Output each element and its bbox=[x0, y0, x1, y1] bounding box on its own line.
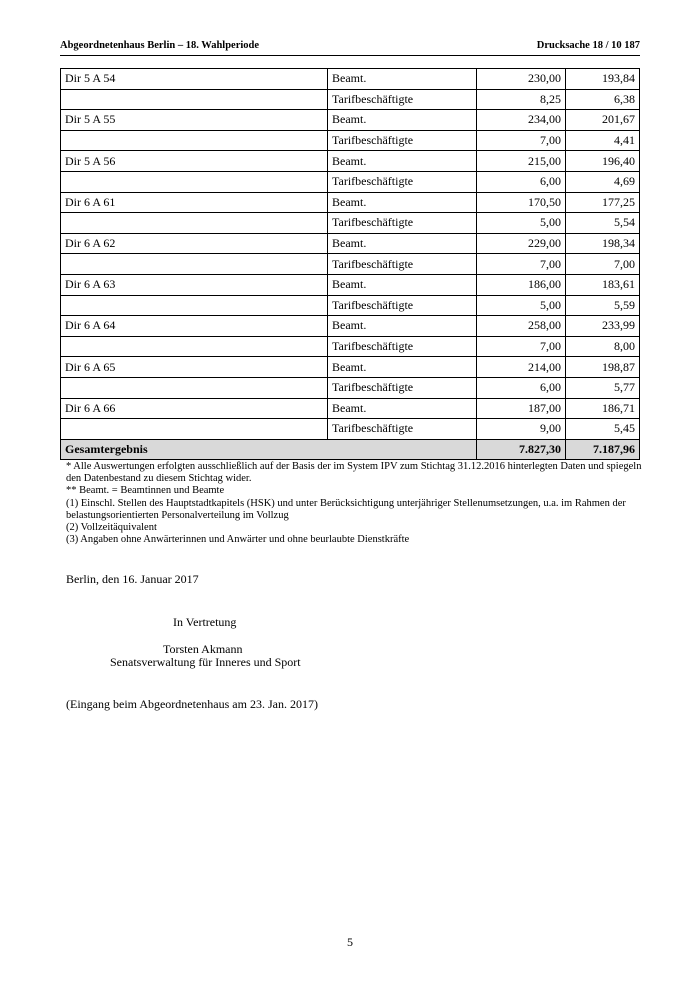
category-cell: Beamt. bbox=[328, 316, 477, 337]
value2-cell: 4,41 bbox=[566, 130, 640, 151]
value2-cell: 4,69 bbox=[566, 171, 640, 192]
value2-cell: 196,40 bbox=[566, 151, 640, 172]
value1-cell: 230,00 bbox=[477, 69, 566, 90]
value2-cell: 6,38 bbox=[566, 89, 640, 110]
category-cell: Tarifbeschäftigte bbox=[328, 254, 477, 275]
value1-cell: 186,00 bbox=[477, 274, 566, 295]
table-row bbox=[61, 69, 640, 90]
value1-cell: 6,00 bbox=[477, 377, 566, 398]
table-row bbox=[61, 192, 640, 213]
unit-cell bbox=[61, 254, 328, 275]
category-cell: Tarifbeschäftigte bbox=[328, 213, 477, 234]
category-cell: Tarifbeschäftigte bbox=[328, 89, 477, 110]
value2-cell: 201,67 bbox=[566, 110, 640, 131]
representation-note: In Vertretung bbox=[173, 615, 237, 629]
table-row bbox=[61, 130, 640, 151]
value1-cell: 214,00 bbox=[477, 357, 566, 378]
table-row bbox=[61, 357, 640, 378]
value2-cell: 193,84 bbox=[566, 69, 640, 90]
category-cell: Beamt. bbox=[328, 69, 477, 90]
category-cell: Tarifbeschäftigte bbox=[328, 419, 477, 440]
page-header bbox=[60, 40, 640, 54]
receipt-note: (Eingang beim Abgeordnetenhaus am 23. Jan. 2017) bbox=[66, 697, 318, 711]
category-cell: Tarifbeschäftigte bbox=[328, 295, 477, 316]
unit-cell: Dir 5 A 56 bbox=[61, 151, 328, 172]
unit-cell bbox=[61, 130, 328, 151]
category-cell: Beamt. bbox=[328, 110, 477, 131]
unit-cell: Dir 6 A 61 bbox=[61, 192, 328, 213]
unit-cell bbox=[61, 171, 328, 192]
value2-cell: 186,71 bbox=[566, 398, 640, 419]
value2-cell: 183,61 bbox=[566, 274, 640, 295]
value1-cell: 8,25 bbox=[477, 89, 566, 110]
value1-cell: 170,50 bbox=[477, 192, 566, 213]
header-document-number: Drucksache 18 / 10 187 bbox=[536, 40, 640, 51]
unit-cell bbox=[61, 377, 328, 398]
value1-cell: 5,00 bbox=[477, 295, 566, 316]
unit-cell: Dir 6 A 64 bbox=[61, 316, 328, 337]
table-row bbox=[61, 377, 640, 398]
category-cell: Tarifbeschäftigte bbox=[328, 171, 477, 192]
footnote: (3) Angaben ohne Anwärterinnen und Anwärter und ohne beurlaubte Dienstkräfte bbox=[66, 534, 410, 546]
footnote: (1) Einschl. Stellen des Hauptstadtkapitels (HSK) und unter Berücksichtigung unterjähriger Stellenumsetzungen, u.a. im Rahmen der belastungsorientierten Personalverteilung im Vollzug bbox=[66, 497, 626, 521]
value2-cell: 5,45 bbox=[566, 419, 640, 440]
closing-date: Berlin, den 16. Januar 2017 bbox=[66, 572, 199, 586]
unit-cell bbox=[61, 419, 328, 440]
unit-cell bbox=[61, 213, 328, 234]
table-row bbox=[61, 398, 640, 419]
category-cell: Tarifbeschäftigte bbox=[328, 130, 477, 151]
total-value1: 7.827,30 bbox=[477, 439, 566, 460]
table-row bbox=[61, 151, 640, 172]
category-cell: Beamt. bbox=[328, 274, 477, 295]
category-cell: Beamt. bbox=[328, 357, 477, 378]
table-row bbox=[61, 316, 640, 337]
table-row bbox=[61, 89, 640, 110]
value2-cell: 7,00 bbox=[566, 254, 640, 275]
value2-cell: 177,25 bbox=[566, 192, 640, 213]
value2-cell: 198,34 bbox=[566, 233, 640, 254]
footnote: (2) Vollzeitäquivalent bbox=[66, 522, 157, 534]
value1-cell: 258,00 bbox=[477, 316, 566, 337]
table-row bbox=[61, 171, 640, 192]
table-row bbox=[61, 110, 640, 131]
header-divider bbox=[60, 55, 640, 56]
page-number: 5 bbox=[347, 935, 353, 949]
value2-cell: 5,54 bbox=[566, 213, 640, 234]
header-title: Abgeordnetenhaus Berlin – 18. Wahlperiode bbox=[60, 40, 260, 51]
value1-cell: 234,00 bbox=[477, 110, 566, 131]
footnote: * Alle Auswertungen erfolgten ausschließlich auf der Basis der im System IPV zum Stichtag 31.12.2016 hinterlegten Daten und spiegeln den Datenbestand zu diesem Stichtag wider. bbox=[66, 461, 642, 485]
category-cell: Beamt. bbox=[328, 151, 477, 172]
table-row bbox=[61, 419, 640, 440]
unit-cell bbox=[61, 336, 328, 357]
signatory-name: Torsten Akmann bbox=[163, 642, 243, 656]
table-row bbox=[61, 336, 640, 357]
value2-cell: 5,77 bbox=[566, 377, 640, 398]
unit-cell: Dir 6 A 66 bbox=[61, 398, 328, 419]
table-row bbox=[61, 233, 640, 254]
table-row bbox=[61, 274, 640, 295]
value1-cell: 9,00 bbox=[477, 419, 566, 440]
unit-cell: Dir 5 A 54 bbox=[61, 69, 328, 90]
value2-cell: 8,00 bbox=[566, 336, 640, 357]
category-cell: Tarifbeschäftigte bbox=[328, 336, 477, 357]
value1-cell: 7,00 bbox=[477, 130, 566, 151]
value1-cell: 6,00 bbox=[477, 171, 566, 192]
footnote: ** Beamt. = Beamtinnen und Beamte bbox=[66, 485, 225, 497]
table-row bbox=[61, 295, 640, 316]
value2-cell: 5,59 bbox=[566, 295, 640, 316]
unit-cell: Dir 5 A 55 bbox=[61, 110, 328, 131]
category-cell: Beamt. bbox=[328, 192, 477, 213]
unit-cell: Dir 6 A 63 bbox=[61, 274, 328, 295]
value2-cell: 233,99 bbox=[566, 316, 640, 337]
total-value2: 7.187,96 bbox=[566, 439, 640, 460]
value1-cell: 7,00 bbox=[477, 336, 566, 357]
value1-cell: 215,00 bbox=[477, 151, 566, 172]
category-cell: Beamt. bbox=[328, 233, 477, 254]
total-label: Gesamtergebnis bbox=[61, 439, 477, 460]
value2-cell: 198,87 bbox=[566, 357, 640, 378]
unit-cell: Dir 6 A 62 bbox=[61, 233, 328, 254]
value1-cell: 5,00 bbox=[477, 213, 566, 234]
unit-cell: Dir 6 A 65 bbox=[61, 357, 328, 378]
total-row bbox=[61, 439, 640, 460]
table-row bbox=[61, 254, 640, 275]
category-cell: Beamt. bbox=[328, 398, 477, 419]
unit-cell bbox=[61, 89, 328, 110]
unit-cell bbox=[61, 295, 328, 316]
table-row bbox=[61, 213, 640, 234]
value1-cell: 187,00 bbox=[477, 398, 566, 419]
staffing-table bbox=[60, 68, 640, 460]
value1-cell: 229,00 bbox=[477, 233, 566, 254]
category-cell: Tarifbeschäftigte bbox=[328, 377, 477, 398]
value1-cell: 7,00 bbox=[477, 254, 566, 275]
footnotes bbox=[66, 461, 646, 546]
signatory-department: Senatsverwaltung für Inneres und Sport bbox=[110, 655, 301, 669]
